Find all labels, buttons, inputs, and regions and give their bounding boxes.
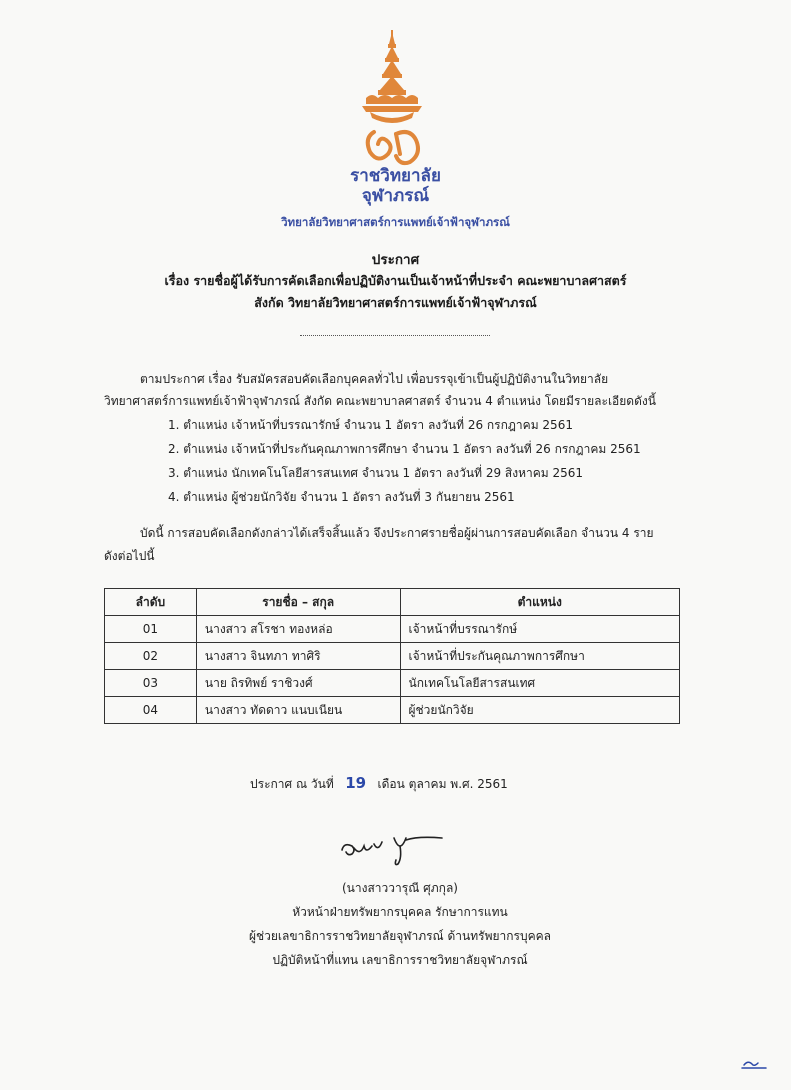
institution-name-line2: จุฬาภรณ์: [361, 186, 430, 206]
table-header-row: [105, 589, 680, 616]
signatory-title2: ผู้ช่วยเลขาธิการราชวิทยาลัยจุฬาภรณ์ ด้านทรัพยากรบุคคล: [248, 929, 552, 943]
row-order: 02: [105, 643, 197, 670]
row-name: นางสาว จินทภา ทาศิริ: [196, 643, 400, 670]
table-row: [105, 616, 680, 643]
ink-mark-icon: [740, 1056, 770, 1070]
college-name: วิทยาลัยวิทยาศาสตร์การแพทย์เจ้าฟ้าจุฬาภรณ์: [281, 215, 510, 229]
dated-line: [250, 772, 508, 796]
row-position: เจ้าหน้าที่ประกันคุณภาพการศึกษา: [400, 643, 680, 670]
intro-paragraph-line2: วิทยาศาสตร์การแพทย์เจ้าฟ้าจุฬาภรณ์ สังกัด คณะพยาบาลศาสตร์ จำนวน 4 ตำแหน่ง โดยมีรายละเอียดดังนี้: [104, 394, 656, 408]
signatory-title3: ปฏิบัติหน้าที่แทน เลขาธิการราชวิทยาลัยจุฬาภรณ์: [272, 953, 528, 967]
dated-day: 19: [345, 774, 367, 792]
announcement-subject-line2: สังกัด วิทยาลัยวิทยาศาสตร์การแพทย์เจ้าฟ้าจุฬาภรณ์: [254, 295, 537, 310]
position-list-item: 1. ตำแหน่ง เจ้าหน้าที่บรรณารักษ์ จำนวน 1 อัตรา ลงวันที่ 26 กรกฎาคม 2561: [168, 418, 573, 432]
signatory-title1: หัวหน้าฝ่ายทรัพยากรบุคคล รักษาการแทน: [292, 905, 508, 919]
row-position: นักเทคโนโลยีสารสนเทศ: [400, 670, 680, 697]
row-name: นางสาว ทัดดาว แนบเนียน: [196, 697, 400, 724]
royal-crown-emblem-icon: [352, 28, 432, 170]
row-position: เจ้าหน้าที่บรรณารักษ์: [400, 616, 680, 643]
row-order: 03: [105, 670, 197, 697]
dated-prefix: ประกาศ ณ วันที่: [250, 777, 334, 791]
dated-suffix: เดือน ตุลาคม พ.ศ. 2561: [377, 777, 508, 791]
separator-dotted-line: [300, 335, 490, 336]
results-table: [104, 588, 680, 724]
signatory-name: (นางสาววารุณี ศุภกุล): [342, 881, 458, 895]
announcement-subject-line1: เรื่อง รายชื่อผู้ได้รับการคัดเลือกเพื่อปฏิบัติงานเป็นเจ้าหน้าที่ประจำ คณะพยาบาลศาสตร์: [164, 273, 627, 288]
result-paragraph-line1: บัดนี้ การสอบคัดเลือกดังกล่าวได้เสร็จสิ้นแล้ว จึงประกาศรายชื่อผู้ผ่านการสอบคัดเลือก จำนวน 4 ราย: [140, 526, 654, 540]
table-row: [105, 697, 680, 724]
row-name: นางสาว สโรชา ทองหล่อ: [196, 616, 400, 643]
row-name: นาย ถิรทิพย์ ราชิวงศ์: [196, 670, 400, 697]
row-order: 04: [105, 697, 197, 724]
column-header-order: ลำดับ: [105, 589, 197, 616]
column-header-position: ตำแหน่ง: [400, 589, 680, 616]
table-row: [105, 670, 680, 697]
position-list-item: 2. ตำแหน่ง เจ้าหน้าที่ประกันคุณภาพการศึกษา จำนวน 1 อัตรา ลงวันที่ 26 กรกฎาคม 2561: [168, 442, 641, 456]
table-row: [105, 643, 680, 670]
position-list-item: 3. ตำแหน่ง นักเทคโนโลยีสารสนเทศ จำนวน 1 อัตรา ลงวันที่ 29 สิงหาคม 2561: [168, 466, 584, 480]
row-order: 01: [105, 616, 197, 643]
announcement-title: ประกาศ: [371, 252, 420, 268]
column-header-name: รายชื่อ – สกุล: [196, 589, 400, 616]
result-paragraph-line2: ดังต่อไปนี้: [104, 549, 155, 563]
row-position: ผู้ช่วยนักวิจัย: [400, 697, 680, 724]
handwritten-signature: [338, 828, 448, 868]
intro-paragraph-line1: ตามประกาศ เรื่อง รับสมัครสอบคัดเลือกบุคคลทั่วไป เพื่อบรรจุเข้าเป็นผู้ปฏิบัติงานในวิทยาลัย: [140, 372, 609, 386]
position-list-item: 4. ตำแหน่ง ผู้ช่วยนักวิจัย จำนวน 1 อัตรา ลงวันที่ 3 กันยายน 2561: [168, 490, 515, 504]
institution-name-line1: ราชวิทยาลัย: [350, 166, 441, 186]
